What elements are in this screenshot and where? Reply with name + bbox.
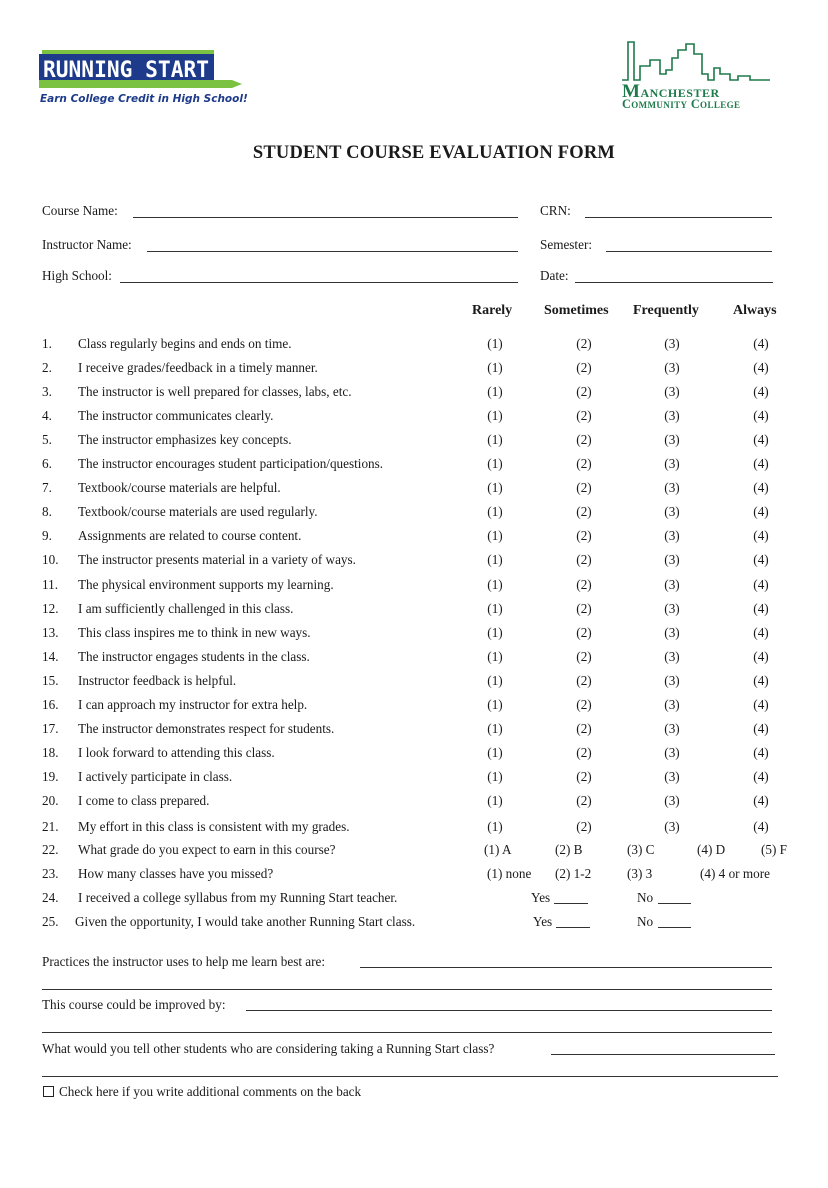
semester-field[interactable] — [606, 251, 772, 252]
question-text: The instructor emphasizes key concepts. — [78, 432, 292, 447]
rating-option-1[interactable]: (1) — [487, 697, 503, 712]
rating-option-3[interactable]: (3) — [664, 432, 680, 447]
rating-option-1[interactable]: (1) — [487, 577, 503, 592]
semester-label: Semester: — [540, 237, 593, 252]
header-always: Always — [733, 303, 777, 318]
question-text: My effort in this class is consistent with my grades. — [78, 819, 350, 834]
yes-label: Yes — [533, 914, 553, 929]
rating-option-1[interactable]: (1) — [487, 649, 503, 664]
running-start-wordmark: RUNNING START — [43, 58, 209, 83]
rating-option-1[interactable]: (1) — [487, 480, 503, 495]
rating-option-2[interactable]: (2) — [576, 552, 592, 567]
rating-option-4[interactable]: (4) — [753, 408, 769, 423]
question-number: 18. — [42, 745, 59, 760]
rating-option-2[interactable]: (2) — [576, 625, 592, 640]
rating-option-3[interactable]: (3) — [664, 721, 680, 736]
question-text: The instructor communicates clearly. — [78, 408, 274, 423]
rating-option-2[interactable]: (2) — [576, 601, 592, 616]
rating-option-4[interactable]: (4) — [753, 601, 769, 616]
rating-option-4[interactable]: (4) — [753, 625, 769, 640]
rating-option-3[interactable]: (3) — [664, 819, 680, 834]
no-label: No — [637, 914, 654, 929]
question-number: 8. — [42, 504, 52, 519]
date-label: Date: — [540, 268, 569, 283]
rating-option-4[interactable]: (4) — [753, 673, 769, 688]
question-text: Assignments are related to course content. — [78, 528, 302, 543]
instructor-name-label: Instructor Name: — [42, 237, 132, 252]
rating-option-4[interactable]: (4) — [753, 745, 769, 760]
rating-option-1[interactable]: (1) — [487, 601, 503, 616]
rating-option-2[interactable]: (2) — [576, 384, 592, 399]
form-title: STUDENT COURSE EVALUATION FORM — [252, 143, 616, 163]
rating-option-4[interactable]: (4) — [753, 504, 769, 519]
checkbox-label: Check here if you write additional comments on the back — [59, 1084, 362, 1099]
rating-option-1[interactable]: (1) — [487, 673, 503, 688]
question-number: 3. — [42, 384, 52, 399]
rating-option-3[interactable]: (3) — [664, 480, 680, 495]
question-number: 7. — [42, 480, 52, 495]
rating-option-3[interactable]: (3) — [664, 360, 680, 375]
rating-option-2[interactable]: (2) — [576, 745, 592, 760]
rating-option-4[interactable]: (4) — [753, 528, 769, 543]
rating-option-4[interactable]: (4) — [753, 336, 769, 351]
practices-label: Practices the instructor uses to help me learn best are: — [42, 954, 326, 969]
high-school-label: High School: — [42, 268, 112, 283]
question-text: I look forward to attending this class. — [78, 745, 275, 760]
rating-option-3[interactable]: (3) — [664, 552, 680, 567]
another-class-yes-blank[interactable] — [556, 927, 590, 928]
rating-option-4[interactable]: (4) — [753, 649, 769, 664]
question-number: 10. — [42, 552, 59, 567]
question-number: 12. — [42, 601, 59, 616]
grade-option-c[interactable]: (3) C — [627, 842, 655, 857]
additional-comments-checkbox[interactable] — [43, 1084, 361, 1100]
rating-option-3[interactable]: (3) — [664, 649, 680, 664]
question-text: I receive grades/feedback in a timely manner. — [78, 360, 318, 375]
question-number: 6. — [42, 456, 52, 471]
running-start-tagline: Earn College Credit in High School! — [40, 93, 248, 105]
rating-option-1[interactable]: (1) — [487, 745, 503, 760]
question-number: 2. — [42, 360, 52, 375]
rating-option-1[interactable]: (1) — [487, 432, 503, 447]
question-text: Instructor feedback is helpful. — [78, 673, 237, 688]
question-text: The instructor encourages student participation/questions. — [78, 456, 384, 471]
question-text: Given the opportunity, I would take another Running Start class. — [75, 914, 416, 929]
rating-option-1[interactable]: (1) — [487, 384, 503, 399]
question-text: I actively participate in class. — [78, 769, 233, 784]
rating-option-2[interactable]: (2) — [576, 456, 592, 471]
question-text: How many classes have you missed? — [78, 866, 274, 881]
improved-field[interactable] — [246, 1010, 772, 1011]
rating-option-3[interactable]: (3) — [664, 625, 680, 640]
practices-field-line2[interactable] — [42, 989, 772, 990]
rating-option-2[interactable]: (2) — [576, 504, 592, 519]
question-text: The instructor demonstrates respect for students. — [78, 721, 335, 736]
tell-others-field-line2[interactable] — [42, 1076, 778, 1077]
question-number: 20. — [42, 793, 59, 808]
rating-option-2[interactable]: (2) — [576, 528, 592, 543]
rating-option-1[interactable]: (1) — [487, 504, 503, 519]
question-text: I can approach my instructor for extra help. — [78, 697, 308, 712]
course-name-field[interactable] — [133, 217, 518, 218]
question-number: 24. — [42, 890, 59, 905]
rating-option-1[interactable]: (1) — [487, 336, 503, 351]
rating-option-3[interactable]: (3) — [664, 336, 680, 351]
rating-option-1[interactable]: (1) — [487, 360, 503, 375]
rating-option-4[interactable]: (4) — [753, 384, 769, 399]
rating-option-1[interactable]: (1) — [487, 408, 503, 423]
rating-option-3[interactable]: (3) — [664, 697, 680, 712]
rating-option-3[interactable]: (3) — [664, 745, 680, 760]
question-text: The instructor is well prepared for classes, labs, etc. — [78, 384, 352, 399]
rating-option-3[interactable]: (3) — [664, 456, 680, 471]
rating-option-2[interactable]: (2) — [576, 360, 592, 375]
rating-option-3[interactable]: (3) — [664, 577, 680, 592]
rating-option-3[interactable]: (3) — [664, 769, 680, 784]
rating-option-4[interactable]: (4) — [753, 793, 769, 808]
rating-option-1[interactable]: (1) — [487, 625, 503, 640]
mcc-name-line2: Community College — [622, 97, 741, 111]
crn-field[interactable] — [585, 217, 772, 218]
rating-option-4[interactable]: (4) — [753, 552, 769, 567]
rating-option-3[interactable]: (3) — [664, 528, 680, 543]
rating-option-4[interactable]: (4) — [753, 360, 769, 375]
question-text: Textbook/course materials are used regularly. — [78, 504, 318, 519]
practices-field[interactable] — [360, 967, 772, 968]
missed-option-3[interactable]: (3) 3 — [627, 866, 653, 881]
question-number: 9. — [42, 528, 52, 543]
crn-label: CRN: — [540, 203, 571, 218]
question-number: 21. — [42, 819, 59, 834]
question-text: I come to class prepared. — [78, 793, 210, 808]
rating-option-2[interactable]: (2) — [576, 769, 592, 784]
question-number: 23. — [42, 866, 59, 881]
yes-label: Yes — [531, 890, 551, 905]
course-name-label: Course Name: — [42, 203, 118, 218]
rating-option-4[interactable]: (4) — [753, 432, 769, 447]
rating-option-4[interactable]: (4) — [753, 721, 769, 736]
tell-others-label: What would you tell other students who are considering taking a Running Start class? — [42, 1041, 495, 1056]
rating-option-2[interactable]: (2) — [576, 480, 592, 495]
rating-option-3[interactable]: (3) — [664, 504, 680, 519]
rating-option-2[interactable]: (2) — [576, 697, 592, 712]
rating-option-2[interactable]: (2) — [576, 432, 592, 447]
checkbox-icon[interactable] — [43, 1086, 54, 1097]
mcc-name-line1: Manchester — [622, 81, 720, 102]
grade-option-f[interactable]: (5) F — [761, 842, 788, 857]
rating-option-1[interactable]: (1) — [487, 456, 503, 471]
rating-option-1[interactable]: (1) — [487, 528, 503, 543]
improved-field-line2[interactable] — [42, 1032, 772, 1033]
syllabus-yes-blank[interactable] — [554, 903, 588, 904]
missed-option-4-or-more[interactable]: (4) 4 or more — [700, 866, 770, 881]
another-class-no-blank[interactable] — [658, 927, 691, 928]
grade-option-a[interactable]: (1) A — [484, 842, 512, 857]
rating-option-1[interactable]: (1) — [487, 793, 503, 808]
question-text: The instructor presents material in a variety of ways. — [78, 552, 356, 567]
rating-option-2[interactable]: (2) — [576, 721, 592, 736]
date-field[interactable] — [575, 282, 773, 283]
rating-option-2[interactable]: (2) — [576, 408, 592, 423]
question-number: 13. — [42, 625, 59, 640]
tell-others-field[interactable] — [551, 1054, 775, 1055]
missed-option-none[interactable]: (1) none — [487, 866, 532, 881]
rating-option-2[interactable]: (2) — [576, 793, 592, 808]
question-text: What grade do you expect to earn in this course? — [78, 842, 336, 857]
rating-option-2[interactable]: (2) — [576, 819, 592, 834]
header-sometimes: Sometimes — [544, 303, 609, 318]
rating-option-2[interactable]: (2) — [576, 673, 592, 688]
rating-option-3[interactable]: (3) — [664, 673, 680, 688]
rating-option-4[interactable]: (4) — [753, 819, 769, 834]
header-rarely: Rarely — [472, 303, 513, 318]
rating-option-1[interactable]: (1) — [487, 721, 503, 736]
rating-option-3[interactable]: (3) — [664, 601, 680, 616]
mcc-skyline-icon — [620, 40, 772, 86]
improved-label: This course could be improved by: — [42, 997, 226, 1012]
rating-option-3[interactable]: (3) — [664, 384, 680, 399]
rating-option-4[interactable]: (4) — [753, 577, 769, 592]
question-number: 25. — [42, 914, 59, 929]
question-text: I received a college syllabus from my Running Start teacher. — [78, 890, 398, 905]
question-text: Textbook/course materials are helpful. — [78, 480, 281, 495]
rating-option-1[interactable]: (1) — [487, 819, 503, 834]
question-text: The physical environment supports my learning. — [78, 577, 334, 592]
question-text: This class inspires me to think in new ways. — [78, 625, 311, 640]
question-number: 11. — [42, 577, 58, 592]
high-school-field[interactable] — [120, 282, 518, 283]
instructor-name-field[interactable] — [147, 251, 518, 252]
question-number: 5. — [42, 432, 52, 447]
question-number: 19. — [42, 769, 59, 784]
question-number: 15. — [42, 673, 59, 688]
rating-option-3[interactable]: (3) — [664, 793, 680, 808]
grade-option-d[interactable]: (4) D — [697, 842, 726, 857]
question-text: Class regularly begins and ends on time. — [78, 336, 292, 351]
question-number: 1. — [42, 336, 52, 351]
rating-option-4[interactable]: (4) — [753, 456, 769, 471]
rating-option-1[interactable]: (1) — [487, 769, 503, 784]
question-number: 4. — [42, 408, 52, 423]
header-frequently: Frequently — [633, 303, 699, 318]
rating-option-2[interactable]: (2) — [576, 577, 592, 592]
question-number: 14. — [42, 649, 59, 664]
no-label: No — [637, 890, 654, 905]
rating-option-3[interactable]: (3) — [664, 408, 680, 423]
rating-option-2[interactable]: (2) — [576, 336, 592, 351]
question-number: 17. — [42, 721, 59, 736]
missed-option-1-2[interactable]: (2) 1-2 — [555, 866, 592, 881]
question-number: 16. — [42, 697, 59, 712]
rating-option-4[interactable]: (4) — [753, 697, 769, 712]
question-text: I am sufficiently challenged in this class. — [78, 601, 294, 616]
rating-option-2[interactable]: (2) — [576, 649, 592, 664]
syllabus-no-blank[interactable] — [658, 903, 691, 904]
question-text: The instructor engages students in the class. — [78, 649, 310, 664]
question-number: 22. — [42, 842, 59, 857]
rating-option-4[interactable]: (4) — [753, 480, 769, 495]
rating-option-4[interactable]: (4) — [753, 769, 769, 784]
rating-option-1[interactable]: (1) — [487, 552, 503, 567]
grade-option-b[interactable]: (2) B — [555, 842, 583, 857]
